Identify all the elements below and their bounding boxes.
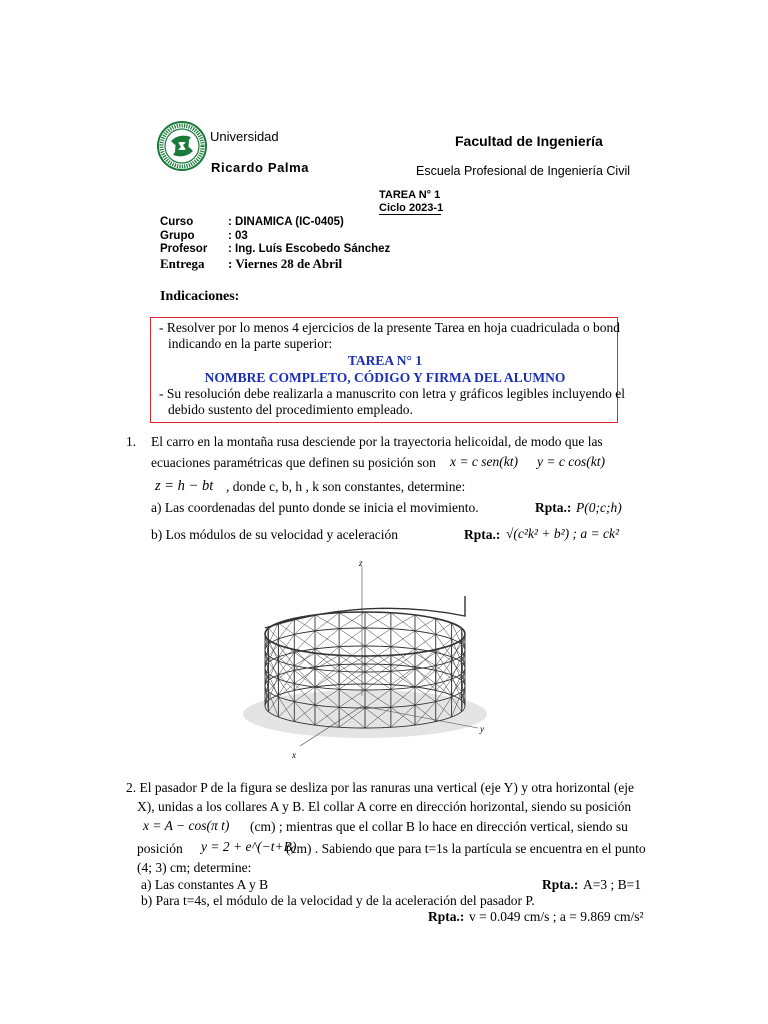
helix-brace bbox=[391, 629, 415, 649]
problem2-line5: (4; 3) cm; determine: bbox=[137, 860, 252, 875]
university-name-line1: Universidad bbox=[210, 129, 279, 144]
helix-brace bbox=[268, 662, 278, 675]
helix-brace bbox=[278, 623, 294, 634]
problem2-line4-pre: posición bbox=[137, 841, 183, 856]
info-label-professor: Profesor bbox=[160, 243, 208, 255]
problem2-line3: (cm) ; mientras que el collar B lo hace en dirección vertical, siendo su bbox=[250, 819, 628, 834]
problem1-a-rpta: P(0;c;h) bbox=[576, 500, 622, 515]
helix-brace bbox=[268, 679, 278, 692]
problem1-text3: , donde c, b, h , k son constantes, determine: bbox=[226, 479, 466, 494]
problem2-part-a: a) Las constantes A y B bbox=[141, 877, 269, 892]
cycle-underline bbox=[379, 214, 441, 215]
info-value-professor: : Ing. Luís Escobedo Sánchez bbox=[228, 243, 391, 255]
indication-center-2: NOMBRE COMPLETO, CÓDIGO Y FIRMA DEL ALUMNO bbox=[204, 370, 566, 385]
indication-line-2: indicando en la parte superior: bbox=[168, 336, 333, 351]
info-value-delivery: : Viernes 28 de Abril bbox=[228, 256, 343, 271]
helix-brace bbox=[294, 669, 315, 684]
problem2-line2: X), unidas a los collares A y B. El collar A corre en dirección horizontal, siendo su posición bbox=[137, 799, 632, 814]
problem1-b-rpta: √(c²k² + b²) ; a = ck² bbox=[506, 526, 620, 541]
problem2-eq-x: x = A − cos(π t) bbox=[143, 818, 230, 833]
info-label-delivery: Entrega bbox=[160, 256, 205, 271]
helix-brace bbox=[339, 629, 365, 646]
helix-brace bbox=[278, 657, 294, 670]
indication-line-3: - Su resolución debe realizarla a manuscrito con letra y gráficos legibles incluyendo el bbox=[159, 386, 625, 401]
helix-brace bbox=[294, 652, 315, 667]
helix-brace bbox=[315, 631, 339, 647]
helix-brace bbox=[315, 615, 339, 629]
problem1-eq-x: x = c sen(kt) bbox=[450, 454, 518, 469]
problem1-part-b: b) Los módulos de su velocidad y aceleración bbox=[151, 527, 399, 542]
helix-brace bbox=[365, 628, 391, 647]
info-label-group: Grupo bbox=[160, 230, 195, 242]
helical-roller-coaster-figure bbox=[240, 556, 500, 761]
problem2-b-rpta: v = 0.049 cm/s ; a = 9.869 cm/s² bbox=[469, 909, 644, 924]
problem1-part-a: a) Las coordenadas del punto donde se inicia el movimiento. bbox=[151, 500, 479, 515]
problem1-b-rpta-label: Rpta.: bbox=[464, 527, 501, 542]
problem2-b-rpta-label: Rpta.: bbox=[428, 909, 465, 924]
indication-line-4: debido sustento del procedimiento empleado. bbox=[168, 402, 413, 417]
problem2-line1: 2. El pasador P de la figura se desliza por las ranuras una vertical (eje Y) y otra horizontal (eje bbox=[126, 780, 635, 795]
problem2-part-b: b) Para t=4s, el módulo de la velocidad y de la aceleración del pasador P. bbox=[141, 893, 535, 908]
helix-brace bbox=[294, 634, 315, 649]
problem2-eq-y: y = 2 + e^(−t+B) bbox=[201, 839, 297, 854]
helix-brace bbox=[294, 653, 315, 666]
problem1-eq-z: z = h − bt bbox=[155, 478, 214, 494]
y-axis-label: y bbox=[480, 724, 484, 734]
school-title: Escuela Profesional de Ingeniería Civil bbox=[416, 164, 631, 178]
problem1-a-rpta-label: Rpta.: bbox=[535, 500, 572, 515]
assignment-cycle: Ciclo 2023-1 bbox=[379, 202, 444, 214]
problem2-a-rpta: A=3 ; B=1 bbox=[583, 877, 641, 892]
helix-brace bbox=[268, 661, 278, 674]
info-label-course: Curso bbox=[160, 216, 194, 228]
helix-brace bbox=[294, 618, 315, 631]
info-value-course: : DINAMICA (IC-0405) bbox=[228, 216, 344, 228]
problem1-text2: ecuaciones paramétricas que definen su posición son bbox=[151, 455, 436, 470]
helix-brace bbox=[268, 644, 278, 657]
problem2-line4: (cm) . Sabiendo que para t=1s la partícula se encuentra en el punto bbox=[286, 841, 646, 856]
indication-center-1: TAREA N° 1 bbox=[347, 353, 423, 368]
faculty-title: Facultad de Ingeniería bbox=[455, 133, 603, 149]
indication-line-1: - Resolver por lo menos 4 ejercicios de la presente Tarea en hoja cuadriculada o bond bbox=[159, 320, 621, 335]
helix-brace bbox=[268, 628, 278, 639]
assignment-title: TAREA N° 1 bbox=[379, 189, 441, 201]
helix-brace bbox=[365, 612, 391, 629]
helix-brace bbox=[391, 613, 415, 631]
helix-brace bbox=[315, 667, 339, 685]
z-axis-label: z bbox=[359, 558, 363, 568]
university-name-line2: Ricardo Palma bbox=[211, 160, 310, 175]
helix-brace bbox=[391, 665, 415, 687]
problem2-a-rpta-label: Rpta.: bbox=[542, 877, 579, 892]
helix-brace bbox=[339, 613, 365, 628]
x-axis-label: x bbox=[292, 750, 296, 760]
university-seal-icon bbox=[157, 121, 207, 171]
problem1-eq-y: y = c cos(kt) bbox=[537, 454, 605, 469]
problem1-text1: El carro en la montaña rusa desciende por la trayectoria helicoidal, de modo que las bbox=[151, 434, 603, 449]
info-value-group: : 03 bbox=[228, 230, 248, 242]
helix-brace bbox=[391, 647, 415, 667]
problem1-number: 1. bbox=[126, 434, 137, 449]
indications-heading: Indicaciones: bbox=[160, 289, 240, 304]
